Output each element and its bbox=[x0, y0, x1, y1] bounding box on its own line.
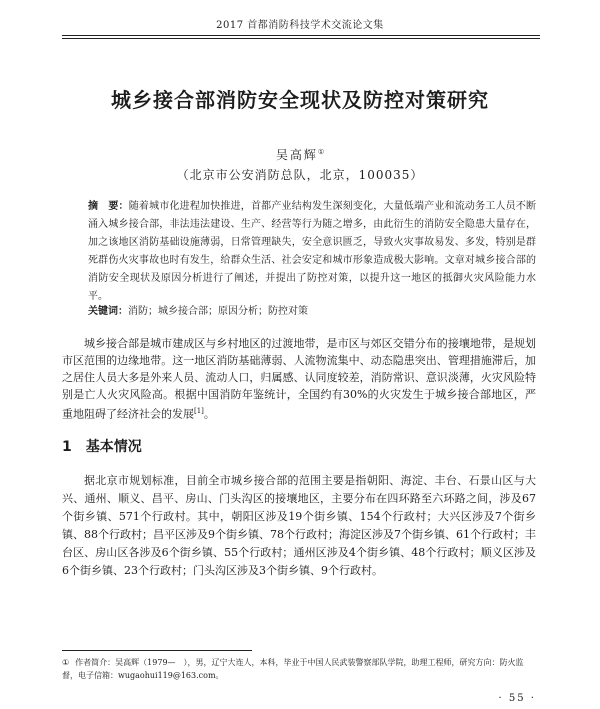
section-heading bbox=[62, 436, 142, 456]
citation-ref: [1] bbox=[194, 407, 204, 415]
abstract-label: 摘 要： bbox=[88, 201, 129, 212]
footnote-text: 作者简介：吴高辉（1979— ），男，辽宁大连人，本科，毕业于中国人民武装警察部队学院，助理工程师，研究方向：防火监督，电子信箱：wugaohui119@163.com。 bbox=[62, 658, 524, 680]
intro-text: 城乡接合部是城市建成区与乡村地区的过渡地带，是市区与郊区交错分布的接壤地带，是规划市区范围的边缘地带。这一地区消防基础薄弱、人流物流集中、动态隐患突出、管理措施滞后，加之居住人员大多是外来人员、流动人口，归属感、认同度较差，消防常识、意识淡薄，火灾风险特别是亡人火灾风险高。根据中国消防年鉴统计，全国约有30%的火灾发生于城乡接合部地区，严重地阻碍了经济社会的发展 bbox=[62, 337, 536, 421]
abstract-text: 随着城市化进程加快推进，首都产业结构发生深刻变化，大量低端产业和流动务工人员不断涌入城乡接合部，非法违法建设、生产、经营等行为随之增多，由此衍生的消防安全隐患大量存在，加之该地区消防基础设施薄弱，日常管理缺失，安全意识匮乏，导致火灾事故易发、多发，特别是群死群伤火灾事故也时有发生，给群众生活、社会安定和城市形象造成极大影响。文章对城乡接合部的消防安全现状及原因分析进行了阐述，并提出了防控对策，以提升这一地区的抵御火灾风险能力水平。 bbox=[88, 201, 537, 302]
running-head: 2017 首都消防科技学术交流论文集 bbox=[216, 20, 384, 31]
keywords-label: 关键词： bbox=[88, 306, 128, 317]
header-rule-top bbox=[62, 35, 540, 36]
keywords-text: 消防；城乡接合部；原因分析；防控对策 bbox=[128, 306, 308, 317]
section-title: 基本情况 bbox=[85, 439, 142, 455]
footnote bbox=[62, 656, 536, 682]
intro-tail: 。 bbox=[203, 407, 215, 421]
section-number: 1 bbox=[62, 439, 72, 455]
author-line bbox=[0, 146, 600, 163]
footnote-rule bbox=[62, 650, 252, 651]
paper-title: 城乡接合部消防安全现状及防控对策研究 bbox=[111, 88, 489, 112]
header-rule-bottom bbox=[62, 38, 540, 39]
abstract bbox=[88, 198, 536, 306]
author-affiliation: （北京市公安消防总队，北京，100035） bbox=[176, 168, 424, 182]
author-note-mark: ① bbox=[317, 148, 325, 156]
section-paragraph: 据北京市规划标准，目前全市城乡接合部的范围主要是指朝阳、海淀、丰台、石景山区与大兴、通州、顺义、昌平、房山、门头沟区的接壤地区，主要分布在四环路至六环路之间，涉及67个街乡镇、571个行政村。其中，朝阳区涉及19个街乡镇、154个行政村；大兴区涉及7个街乡镇、88个行政村；昌平区涉及9个街乡镇、78个行政村；海淀区涉及7个街乡镇、61个行政村；丰台区、房山区各涉及6个街乡镇、55个行政村；通州区涉及4个街乡镇、48个行政村；顺义区涉及6个街乡镇、23个行政村；门头沟区涉及3个街乡镇、9个行政村。 bbox=[62, 474, 536, 577]
keywords bbox=[88, 305, 536, 319]
author-name: 吴高辉 bbox=[275, 148, 318, 162]
intro-paragraph bbox=[62, 335, 536, 423]
page-number: · 55 · bbox=[498, 693, 536, 704]
footnote-mark: ① bbox=[62, 658, 70, 667]
